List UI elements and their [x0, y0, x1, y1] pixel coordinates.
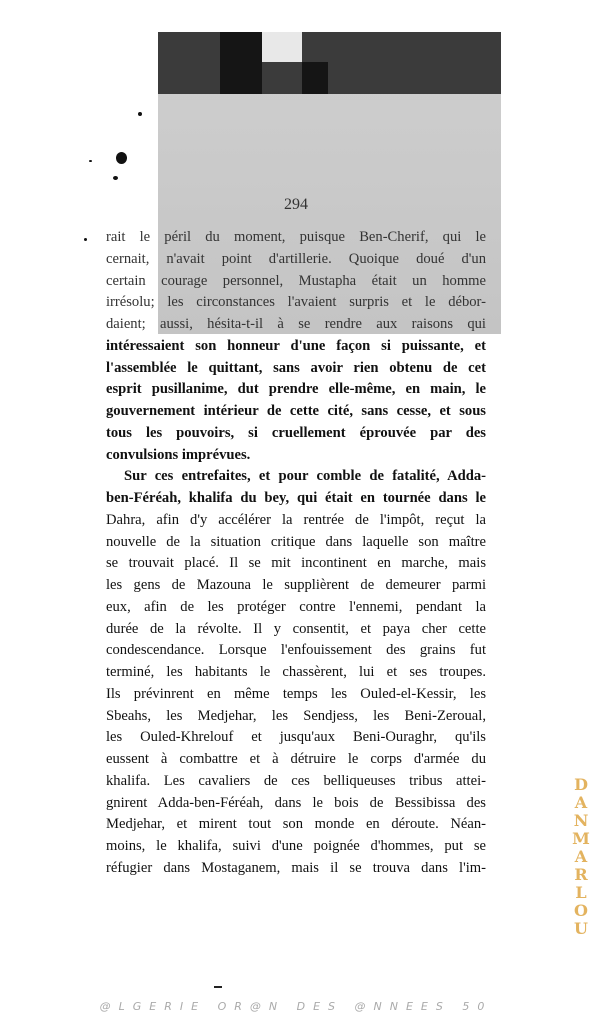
- side-watermark-letter: A: [574, 847, 588, 866]
- ink-speck: [84, 238, 87, 241]
- text-line: Dahra, afin d'y accélérer la rentrée de l'impôt, reçut la: [106, 511, 486, 528]
- side-watermark-letter: O: [574, 901, 588, 920]
- text-line: irrésolu; les circonstances l'avaient surpris et le débor-: [106, 294, 486, 311]
- text-line: nouvelle de la situation critique dans laquelle son maître: [106, 533, 486, 550]
- text-line: eux, afin de les protéger contre l'ennemi, pendant la: [106, 598, 486, 615]
- side-watermark-letter: N: [573, 811, 589, 830]
- side-watermark-letter: D: [574, 775, 588, 794]
- text-line: se trouvait placé. Il se mit incontinent en marche, mais: [106, 555, 486, 572]
- page-number: 294: [284, 196, 308, 213]
- text-line: rait le péril du moment, puisque Ben-Cherif, qui le: [106, 229, 486, 245]
- scan-top-strip: [158, 32, 501, 94]
- text-line: l'assemblée le quittant, sans avoir rien obtenu de cet: [106, 359, 486, 376]
- side-watermark-letter: M: [572, 829, 590, 848]
- text-line: Medjehar, et mirent tout son monde en déroute. Néan-: [106, 816, 486, 833]
- text-line: durée de la révolte. Il y consentit, et paya cher cette: [106, 620, 486, 637]
- text-line: gnirent Adda-ben-Féréah, dans le bois de Bessibissa des: [106, 794, 486, 811]
- body-text: [106, 227, 486, 880]
- text-line: daient; aussi, hésita-t-il à se rendre aux raisons qui: [106, 316, 486, 332]
- text-line: condescendance. Lorsque l'enfouissement des grains fut: [106, 642, 486, 659]
- text-line: Sur ces entrefaites, et pour comble de fatalité, Adda-: [124, 468, 486, 485]
- text-line: réfugier dans Mostaganem, mais il se trouva dans l'im-: [106, 859, 486, 876]
- text-line: convulsions imprévues.: [106, 446, 251, 463]
- ink-speck: [89, 160, 92, 162]
- ink-speck: [138, 112, 142, 116]
- scan-strip-dark-block: [220, 32, 262, 94]
- text-line: certain courage personnel, Mustapha était un homme: [106, 272, 486, 289]
- side-watermark-letter: A: [574, 793, 588, 812]
- text-line: Sbeahs, les Medjehar, les Sendjess, les Beni-Zeroual,: [106, 707, 486, 724]
- footer-watermark: @LGERIE OR@N DES @NNEES 50: [99, 1000, 493, 1013]
- side-watermark-letter: L: [575, 883, 587, 902]
- text-line: les Ouled-Khrelouf et jusqu'aux Beni-Ouraghr, qu'ils: [106, 729, 486, 746]
- side-watermark: [570, 776, 592, 938]
- side-watermark-letter: R: [574, 865, 588, 884]
- side-watermark-letter: U: [574, 919, 588, 938]
- text-line: moins, le khalifa, suivi d'une poignée d'hommes, put se: [106, 838, 486, 854]
- ink-speck: [116, 152, 127, 164]
- text-line: tous les pouvoirs, si cruellement éprouvée par des: [106, 424, 486, 441]
- text-line: terminé, les habitants le chassèrent, lui et ses troupes.: [106, 664, 486, 680]
- text-line: ben-Féréah, khalifa du bey, qui était en tournée dans le: [106, 490, 486, 506]
- text-line: cernait, n'avait point d'artillerie. Quoique doué d'un: [106, 250, 486, 267]
- scan-strip-light-block: [262, 32, 302, 62]
- text-line: esprit pusillanime, dut prendre elle-même, en main, le: [106, 381, 486, 398]
- scan-strip-dark-block-2: [302, 62, 328, 94]
- ink-speck: [113, 176, 118, 180]
- text-line: khalifa. Les cavaliers de ces belliqueuses tribus attei-: [106, 772, 486, 789]
- text-line: les gens de Mazouna le supplièrent de demeurer parmi: [106, 577, 486, 593]
- ink-dash: [214, 986, 222, 988]
- text-line: gouvernement intérieur de cette cité, sans cesse, et sous: [106, 403, 486, 419]
- text-line: eussent à combattre et à détruire le corps d'armée du: [106, 751, 486, 767]
- text-line: Ils prévinrent en même temps les Ouled-el-Kessir, les: [106, 685, 486, 702]
- text-line: intéressaient son honneur d'une façon si puissante, et: [106, 337, 486, 354]
